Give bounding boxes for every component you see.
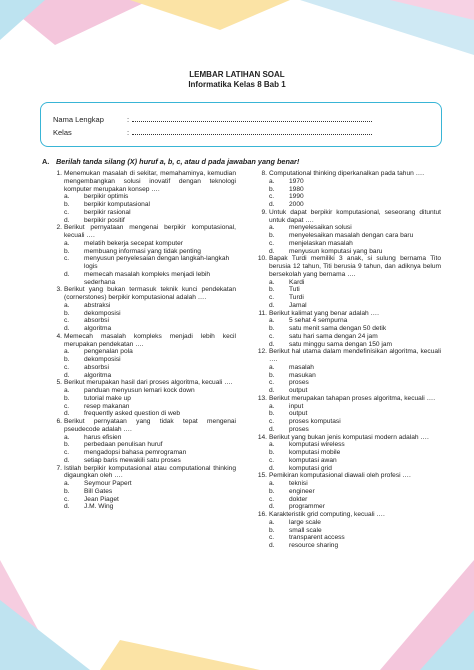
option-text: pengenalan pola bbox=[84, 348, 133, 356]
document-title: LEMBAR LATIHAN SOAL bbox=[189, 70, 285, 79]
answer-option[interactable] bbox=[50, 457, 236, 465]
question-text: Berikut merupakan hasil dari proses algoritma, kecuali …. bbox=[64, 379, 233, 387]
option-letter: a. bbox=[269, 317, 275, 325]
question-number: 12. bbox=[257, 348, 267, 356]
name-row bbox=[53, 114, 372, 124]
answer-option[interactable] bbox=[50, 255, 236, 271]
option-letter: a. bbox=[269, 363, 275, 371]
option-letter: c. bbox=[64, 317, 70, 325]
option-text: Tuti bbox=[289, 286, 300, 294]
answer-option[interactable] bbox=[50, 496, 236, 504]
answer-option[interactable] bbox=[50, 372, 236, 380]
option-text: proses bbox=[289, 425, 309, 433]
option-text: large scale bbox=[289, 518, 321, 526]
option-text: proses bbox=[289, 379, 309, 387]
option-letter: c. bbox=[64, 449, 70, 456]
option-text: teknisi bbox=[289, 480, 308, 487]
option-text: panduan menyusun lemari kock down bbox=[84, 387, 195, 394]
option-text: setiap baris mewakili satu proses bbox=[84, 456, 181, 464]
option-letter: a. bbox=[64, 239, 70, 247]
option-text: Seymour Papert bbox=[84, 480, 132, 487]
answer-option[interactable] bbox=[255, 193, 441, 201]
instruction bbox=[42, 157, 299, 166]
option-letter: d. bbox=[64, 371, 70, 379]
option-letter: a. bbox=[269, 480, 275, 487]
option-letter: b. bbox=[269, 449, 275, 456]
name-separator: : bbox=[127, 115, 130, 124]
answer-option[interactable] bbox=[255, 418, 441, 426]
answer-option[interactable] bbox=[255, 527, 441, 535]
option-text: perbedaan penulisan huruf bbox=[84, 441, 163, 449]
answer-option[interactable] bbox=[50, 325, 236, 333]
answer-option[interactable] bbox=[255, 286, 441, 294]
option-letter: b. bbox=[269, 185, 275, 193]
option-text: Jean Piaget bbox=[84, 495, 119, 503]
question-text: Bapak Turdi memiliki 3 anak, si sulung bernama Tito berusia 12 tahun, Titi berusia 9 tahun, dan adiknya belum bersekolah yang bernama …. bbox=[269, 255, 441, 278]
option-letter: a. bbox=[269, 441, 275, 449]
question-text: Berikut pernyataan yang tidak tepat mengenai pseudecode adalah …. bbox=[64, 418, 236, 433]
question-text: Untuk dapat berpikir komputasional, seseorang dituntut untuk dapat …. bbox=[269, 208, 441, 224]
option-letter: d. bbox=[269, 464, 275, 472]
answer-option[interactable] bbox=[255, 457, 441, 465]
option-text: satu menit sama dengan 50 detik bbox=[289, 325, 387, 332]
answer-option[interactable] bbox=[50, 302, 236, 310]
answer-option[interactable] bbox=[255, 403, 441, 411]
option-text: 1980 bbox=[289, 185, 304, 193]
option-letter: a. bbox=[64, 301, 70, 309]
answer-option[interactable] bbox=[255, 542, 441, 550]
answer-option[interactable] bbox=[255, 364, 441, 372]
question-number: 9. bbox=[261, 208, 267, 216]
question-text: Computational thinking diperkanalkan pada tahun …. bbox=[269, 170, 425, 177]
question bbox=[255, 472, 441, 480]
question bbox=[50, 333, 236, 349]
option-letter: b. bbox=[64, 201, 70, 208]
option-text: algoritma bbox=[84, 325, 112, 332]
answer-option[interactable] bbox=[255, 387, 441, 395]
option-text: menyusun komputasi yang baru bbox=[289, 247, 383, 255]
question-text: Istilah berpikir komputasional atau computational thinking digaungkan oleh …. bbox=[64, 464, 236, 480]
question-number: 8. bbox=[261, 170, 267, 177]
option-letter: c. bbox=[64, 402, 70, 410]
option-text: menyelesaikan masalah dengan cara baru bbox=[289, 232, 414, 239]
answer-option[interactable] bbox=[50, 364, 236, 372]
answer-option[interactable] bbox=[255, 325, 441, 333]
option-text: menyusun penyelesaian dengan langkah-langkah logis bbox=[84, 255, 230, 270]
class-label: Kelas bbox=[53, 128, 72, 137]
question bbox=[255, 170, 441, 178]
option-text: berpikir optimis bbox=[84, 193, 129, 201]
option-letter: d. bbox=[269, 201, 275, 208]
question-number: 2. bbox=[56, 224, 62, 232]
option-letter: b. bbox=[64, 247, 70, 255]
answer-option[interactable] bbox=[255, 480, 441, 488]
option-text: input bbox=[289, 402, 304, 410]
answer-option[interactable] bbox=[50, 503, 236, 511]
option-letter: b. bbox=[64, 441, 70, 449]
option-letter: d. bbox=[269, 301, 275, 309]
option-text: masukan bbox=[289, 371, 316, 379]
option-letter: c. bbox=[269, 379, 275, 387]
option-letter: c. bbox=[269, 456, 275, 464]
question bbox=[255, 209, 441, 225]
answer-option[interactable] bbox=[50, 240, 236, 248]
question-number: 7. bbox=[56, 464, 62, 472]
question-text: Berikut yang bukan termasuk teknik kunci pendekatan (cornerstones) berpikir komputasional adalah …. bbox=[64, 286, 236, 301]
question-text: Berikut kalimat yang benar adalah …. bbox=[269, 309, 379, 317]
option-text: algoritma bbox=[84, 371, 112, 379]
option-letter: a. bbox=[64, 480, 70, 487]
question-number: 11. bbox=[258, 309, 267, 317]
answer-option[interactable] bbox=[50, 395, 236, 403]
option-letter: b. bbox=[269, 325, 275, 332]
question-text: Berikut yang bukan jenis komputasi modern adalah …. bbox=[269, 433, 429, 441]
answer-option[interactable] bbox=[255, 488, 441, 496]
option-text: berpikir positif bbox=[84, 216, 125, 224]
name-label: Nama Lengkap bbox=[53, 115, 104, 124]
answer-option[interactable] bbox=[50, 441, 236, 449]
option-letter: d. bbox=[269, 247, 275, 255]
option-letter: a. bbox=[269, 177, 275, 185]
question-text: Menemukan masalah di sekitar, memahaminya, kemudian mengembangkan solusi inovatif dengan teknologi komputer merupakan konsep …. bbox=[64, 170, 236, 193]
option-letter: c. bbox=[269, 534, 275, 542]
option-text: Jamal bbox=[289, 301, 307, 309]
answer-option[interactable] bbox=[255, 534, 441, 542]
option-text: resep makanan bbox=[84, 402, 130, 410]
option-text: 2000 bbox=[289, 201, 304, 208]
answer-option[interactable] bbox=[255, 224, 441, 232]
option-letter: c. bbox=[64, 208, 70, 216]
question-number: 3. bbox=[56, 286, 62, 294]
question-text: Berikut merupakan tahapan proses algoritma, kecuali …. bbox=[269, 394, 436, 402]
answer-option[interactable] bbox=[50, 410, 236, 418]
option-text: J.M. Wing bbox=[84, 503, 114, 511]
answer-option[interactable] bbox=[255, 410, 441, 418]
answer-option[interactable] bbox=[255, 372, 441, 380]
option-text: membuang informasi yang tidak penting bbox=[84, 247, 201, 255]
option-letter: a. bbox=[64, 433, 70, 441]
option-letter: b. bbox=[269, 232, 275, 239]
option-text: masalah bbox=[289, 363, 314, 371]
question-number: 16. bbox=[257, 511, 267, 518]
answer-option[interactable] bbox=[255, 248, 441, 256]
answer-option[interactable] bbox=[255, 232, 441, 240]
option-letter: a. bbox=[64, 348, 70, 356]
option-letter: b. bbox=[269, 410, 275, 418]
question-number: 14. bbox=[257, 433, 267, 441]
option-text: proses komputasi bbox=[289, 418, 341, 425]
question-number: 4. bbox=[56, 332, 62, 340]
option-letter: c. bbox=[269, 332, 275, 340]
answer-option[interactable] bbox=[50, 193, 236, 201]
option-letter: a. bbox=[64, 387, 70, 394]
option-text: harus efisien bbox=[84, 433, 122, 441]
option-letter: c. bbox=[269, 495, 275, 503]
name-field[interactable] bbox=[132, 114, 372, 122]
instruction-text: Berilah tanda silang (X) huruf a, b, c, atau d pada jawaban yang benar! bbox=[56, 157, 300, 166]
answer-option[interactable] bbox=[255, 279, 441, 287]
answer-option[interactable] bbox=[50, 356, 236, 364]
option-letter: d. bbox=[269, 425, 275, 433]
option-text: Kardi bbox=[289, 278, 305, 286]
option-text: tutorial make up bbox=[84, 394, 131, 402]
answer-option[interactable] bbox=[255, 178, 441, 186]
question bbox=[50, 286, 236, 302]
answer-option[interactable] bbox=[50, 488, 236, 496]
option-text: abstraksi bbox=[84, 301, 111, 309]
question bbox=[255, 434, 441, 442]
option-letter: c. bbox=[64, 255, 70, 263]
option-letter: a. bbox=[64, 193, 70, 201]
option-text: dekomposisi bbox=[84, 309, 121, 317]
section-number: A. bbox=[42, 157, 50, 166]
option-text: komputasi mobile bbox=[289, 449, 341, 456]
question-text: Karakteristik grid computing, kecuali …. bbox=[269, 511, 385, 518]
answer-option[interactable] bbox=[50, 403, 236, 411]
question bbox=[255, 310, 441, 318]
option-text: 1970 bbox=[289, 177, 304, 185]
answer-option[interactable] bbox=[50, 387, 236, 395]
question bbox=[50, 170, 236, 193]
option-text: resource sharing bbox=[289, 542, 339, 549]
question-text: Berikut hal utama dalam mendefinisikan algoritma, kecuali …. bbox=[269, 348, 441, 363]
answer-option[interactable] bbox=[50, 310, 236, 318]
option-text: Bill Gates bbox=[84, 487, 113, 495]
class-field[interactable] bbox=[132, 127, 372, 135]
option-letter: d. bbox=[64, 270, 70, 278]
option-letter: c. bbox=[269, 418, 275, 425]
answer-option[interactable] bbox=[255, 294, 441, 302]
class-separator: : bbox=[127, 128, 130, 137]
option-text: output bbox=[289, 410, 308, 418]
question-text: Memecah masalah kompleks menjadi lebih kecil merupakan pendekatan …. bbox=[64, 332, 236, 348]
answer-option[interactable] bbox=[255, 503, 441, 511]
questions-column-left bbox=[50, 170, 236, 511]
option-letter: c. bbox=[269, 294, 275, 301]
option-letter: b. bbox=[64, 487, 70, 495]
option-text: satu minggu sama dengan 150 jam bbox=[289, 340, 393, 348]
option-letter: d. bbox=[64, 410, 70, 418]
answer-option[interactable] bbox=[255, 317, 441, 325]
answer-option[interactable] bbox=[255, 341, 441, 349]
option-letter: a. bbox=[269, 224, 275, 232]
document-header bbox=[0, 70, 474, 90]
answer-option[interactable] bbox=[255, 186, 441, 194]
question bbox=[50, 465, 236, 481]
option-letter: b. bbox=[64, 309, 70, 317]
option-text: komputasi wireless bbox=[289, 441, 345, 449]
answer-option[interactable] bbox=[50, 434, 236, 442]
answer-option[interactable] bbox=[255, 426, 441, 434]
option-letter: d. bbox=[64, 216, 70, 224]
option-letter: c. bbox=[269, 193, 275, 201]
option-letter: d. bbox=[269, 542, 275, 549]
question-number: 1. bbox=[56, 170, 62, 177]
answer-option[interactable] bbox=[50, 348, 236, 356]
option-text: menjelaskan masalah bbox=[289, 239, 353, 247]
option-text: dekomposisi bbox=[84, 356, 121, 363]
option-letter: b. bbox=[269, 286, 275, 294]
option-letter: d. bbox=[269, 503, 275, 511]
option-letter: d. bbox=[64, 503, 70, 511]
answer-option[interactable] bbox=[50, 248, 236, 256]
answer-option[interactable] bbox=[50, 217, 236, 225]
option-text: frequently asked question di web bbox=[84, 410, 181, 418]
question-text: Pemikiran komputasional diawali oleh profesi …. bbox=[269, 472, 411, 480]
option-text: menyelesaikan solusi bbox=[289, 224, 352, 232]
document-subtitle: Informatika Kelas 8 Bab 1 bbox=[188, 80, 286, 89]
option-text: programmer bbox=[289, 503, 325, 511]
answer-option[interactable] bbox=[255, 496, 441, 504]
option-text: dokter bbox=[289, 495, 308, 503]
answer-option[interactable] bbox=[255, 201, 441, 209]
option-text: engineer bbox=[289, 487, 315, 495]
identity-box bbox=[40, 102, 442, 147]
option-text: berpikir rasional bbox=[84, 208, 131, 216]
question bbox=[50, 418, 236, 434]
question bbox=[255, 348, 441, 364]
option-text: melatih bekerja secepat komputer bbox=[84, 239, 183, 247]
option-letter: b. bbox=[269, 526, 275, 534]
option-letter: a. bbox=[269, 402, 275, 410]
option-letter: c. bbox=[64, 363, 70, 371]
option-letter: d. bbox=[269, 340, 275, 348]
option-letter: a. bbox=[269, 518, 275, 526]
question bbox=[255, 511, 441, 519]
option-letter: d. bbox=[64, 456, 70, 464]
option-text: komputasi awan bbox=[289, 456, 337, 464]
answer-option[interactable] bbox=[50, 317, 236, 325]
option-text: transparent access bbox=[289, 534, 345, 542]
question bbox=[255, 395, 441, 403]
option-text: absorbsi bbox=[84, 363, 109, 371]
question-number: 10. bbox=[257, 255, 267, 263]
option-text: small scale bbox=[289, 526, 322, 534]
question-number: 15. bbox=[257, 472, 267, 480]
option-letter: b. bbox=[269, 371, 275, 379]
option-text: 5 sehat 4 sempurna bbox=[289, 317, 348, 325]
questions-column-right bbox=[255, 170, 441, 550]
question-number: 5. bbox=[56, 379, 62, 387]
option-text: Turdi bbox=[289, 294, 304, 301]
question-text: Berikut pernyataan mengenai berpikir komputasional, kecuali …. bbox=[64, 224, 236, 239]
option-text: berpikir komputasional bbox=[84, 201, 150, 208]
answer-option[interactable] bbox=[255, 240, 441, 248]
answer-option[interactable] bbox=[50, 201, 236, 209]
question bbox=[50, 379, 236, 387]
option-letter: a. bbox=[269, 278, 275, 286]
option-letter: d. bbox=[64, 325, 70, 332]
question-number: 6. bbox=[56, 418, 62, 425]
answer-option[interactable] bbox=[50, 209, 236, 217]
answer-option[interactable] bbox=[255, 465, 441, 473]
answer-option[interactable] bbox=[255, 302, 441, 310]
option-letter: c. bbox=[64, 495, 70, 503]
option-letter: d. bbox=[269, 387, 275, 394]
option-text: komputasi grid bbox=[289, 464, 332, 472]
question-number: 13. bbox=[257, 394, 267, 402]
question bbox=[50, 224, 236, 240]
option-text: output bbox=[289, 387, 308, 394]
option-text: satu hari sama dengan 24 jam bbox=[289, 332, 378, 340]
answer-option[interactable] bbox=[255, 449, 441, 457]
option-letter: c. bbox=[269, 239, 275, 247]
option-letter: b. bbox=[269, 487, 275, 495]
answer-option[interactable] bbox=[50, 271, 236, 287]
answer-option[interactable] bbox=[50, 480, 236, 488]
answer-option[interactable] bbox=[255, 333, 441, 341]
answer-option[interactable] bbox=[255, 519, 441, 527]
answer-option[interactable] bbox=[255, 379, 441, 387]
option-letter: b. bbox=[64, 394, 70, 402]
option-text: 1990 bbox=[289, 193, 304, 201]
question bbox=[255, 255, 441, 278]
answer-option[interactable] bbox=[50, 449, 236, 457]
option-text: mengadopsi bahasa pemrograman bbox=[84, 449, 187, 456]
class-row bbox=[53, 127, 372, 137]
option-letter: b. bbox=[64, 356, 70, 363]
answer-option[interactable] bbox=[255, 441, 441, 449]
option-text: memecah masalah kompleks menjadi lebih sederhana bbox=[84, 270, 211, 286]
option-text: absorbsi bbox=[84, 317, 109, 325]
